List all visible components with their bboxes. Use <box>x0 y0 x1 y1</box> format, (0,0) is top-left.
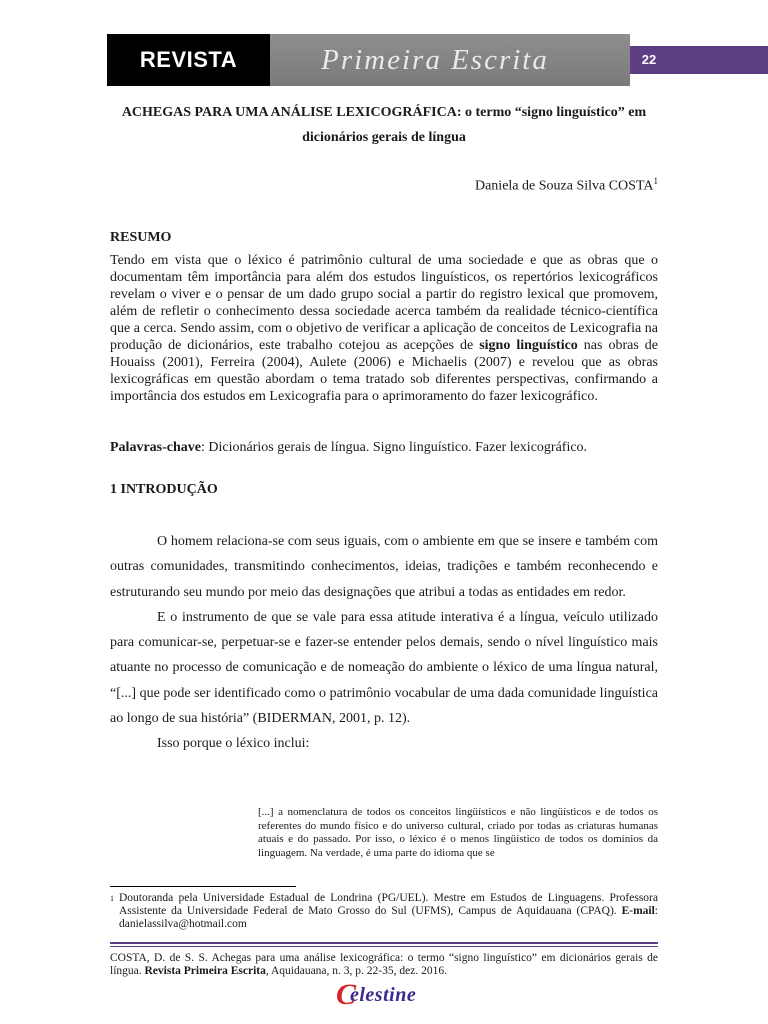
footer-rule-thin <box>110 946 658 947</box>
citation: COSTA, D. de S. S. Achegas para uma análise lexicográfica: o termo “signo linguístico” em dicionários gerais de língua. Revista Primeira Escrita, Aquidauana, n. 3, p. 22-35, dez. 2016. <box>110 952 658 977</box>
keywords <box>110 440 658 456</box>
paragraph: Isso porque o léxico inclui: <box>157 736 310 752</box>
footnote: 1 Doutoranda pela Universidade Estadual de Londrina (PG/UEL). Mestre em Estudos de Linguagens. Professora Assistente da Universidade Federal de Mato Grosso do Sul (UFMS), Campus de Aquidauana (CPAQ). E-mail: danielassilva@hotmail.com <box>110 892 658 930</box>
article-title: ACHEGAS PARA UMA ANÁLISE LEXICOGRÁFICA: o termo “signo linguístico” em dicionários gerais de língua <box>121 105 647 145</box>
keywords-list: : Dicionários gerais de língua. Signo linguístico. Fazer lexicográfico. <box>200 440 588 455</box>
keywords-label: Palavras-chave <box>110 440 201 455</box>
abstract-heading: RESUMO <box>110 230 172 245</box>
abstract-text: Tendo em vista que o léxico é patrimônio cultural de uma sociedade e que as obras que o documentam têm importância para além dos estudos linguísticos, os repertórios lexicográficos revelam o viver e o pensar de um dado grupo social a partir do registro lexical que promovem, além de refletir o conhecimento dessa sociedade acerca também da realidade técnico-científica que a cerca. Sendo assim, com o objetivo de verificar a aplicação de conceitos de Lexicografia na produção de dicionários, este trabalho cotejou as acepções de signo linguístico nas obras de Houaiss (2001), Ferreira (2004), Aulete (2006) e Michaelis (2007) e revelou que as obras lexicográficas em questão abordam o tema tratado sob diferentes perspectivas, confirmando a importância dos estudos em Lexicografia para o aprimoramento do fazer lexicográfico. <box>110 253 658 404</box>
email-label: E-mail <box>621 905 655 917</box>
paragraph: E o instrumento de que se vale para essa atitude interativa é a língua, veículo utilizado para comunicar-se, perpetuar-se e fazer-se entender pelos demais, sendo o nível linguístico mais atuante no processo de comunicação e de nomeação do ambiente o léxico de uma língua natural, “[...] que pode ser identificado como o patrimônio vocabular de uma dada comunidade linguística ao longo de sua história” (BIDERMAN, 2001, p. 12). <box>110 609 658 727</box>
introduction-body <box>110 529 658 757</box>
footer-rule <box>110 942 658 944</box>
footnote-ref[interactable]: 1 <box>653 176 658 186</box>
block-quote: [...] a nomenclatura de todos os conceitos lingüísticos e não lingüísticos e de todos os referentes do mundo físico e do universo cultural, criado por todas as criaturas humanas atuais e do passado. Por isso, o léxico é o menos lingüístico de todos os domínios da linguagem. Na verdade, é uma parte do idioma que se <box>258 806 658 859</box>
section-heading: 1 INTRODUÇÃO <box>110 482 218 497</box>
author-name: Daniela de Souza Silva COSTA <box>474 178 654 194</box>
author-line <box>110 176 658 195</box>
page-number: 22 <box>641 52 657 67</box>
footnote-rule <box>110 886 296 887</box>
footnote-number: 1 <box>110 894 114 903</box>
journal-name: Primeira Escrita <box>321 44 549 76</box>
email-address[interactable]: : danielassilva@hotmail.com <box>119 905 658 930</box>
citation-journal: Revista Primeira Escrita <box>144 965 266 977</box>
journal-label: REVISTA <box>139 47 238 72</box>
abstract-bold-term: signo linguístico <box>479 338 578 353</box>
paragraph: O homem relaciona-se com seus iguais, com o ambiente em que se insere e também com outras comunidades, transmitindo conhecimentos, ideias, tradições e também reconhecendo e estruturando seu mundo por meio das designações que atribui a todas as entidades em redor. <box>110 534 658 600</box>
celestine-logo: C elestine <box>336 978 417 1011</box>
